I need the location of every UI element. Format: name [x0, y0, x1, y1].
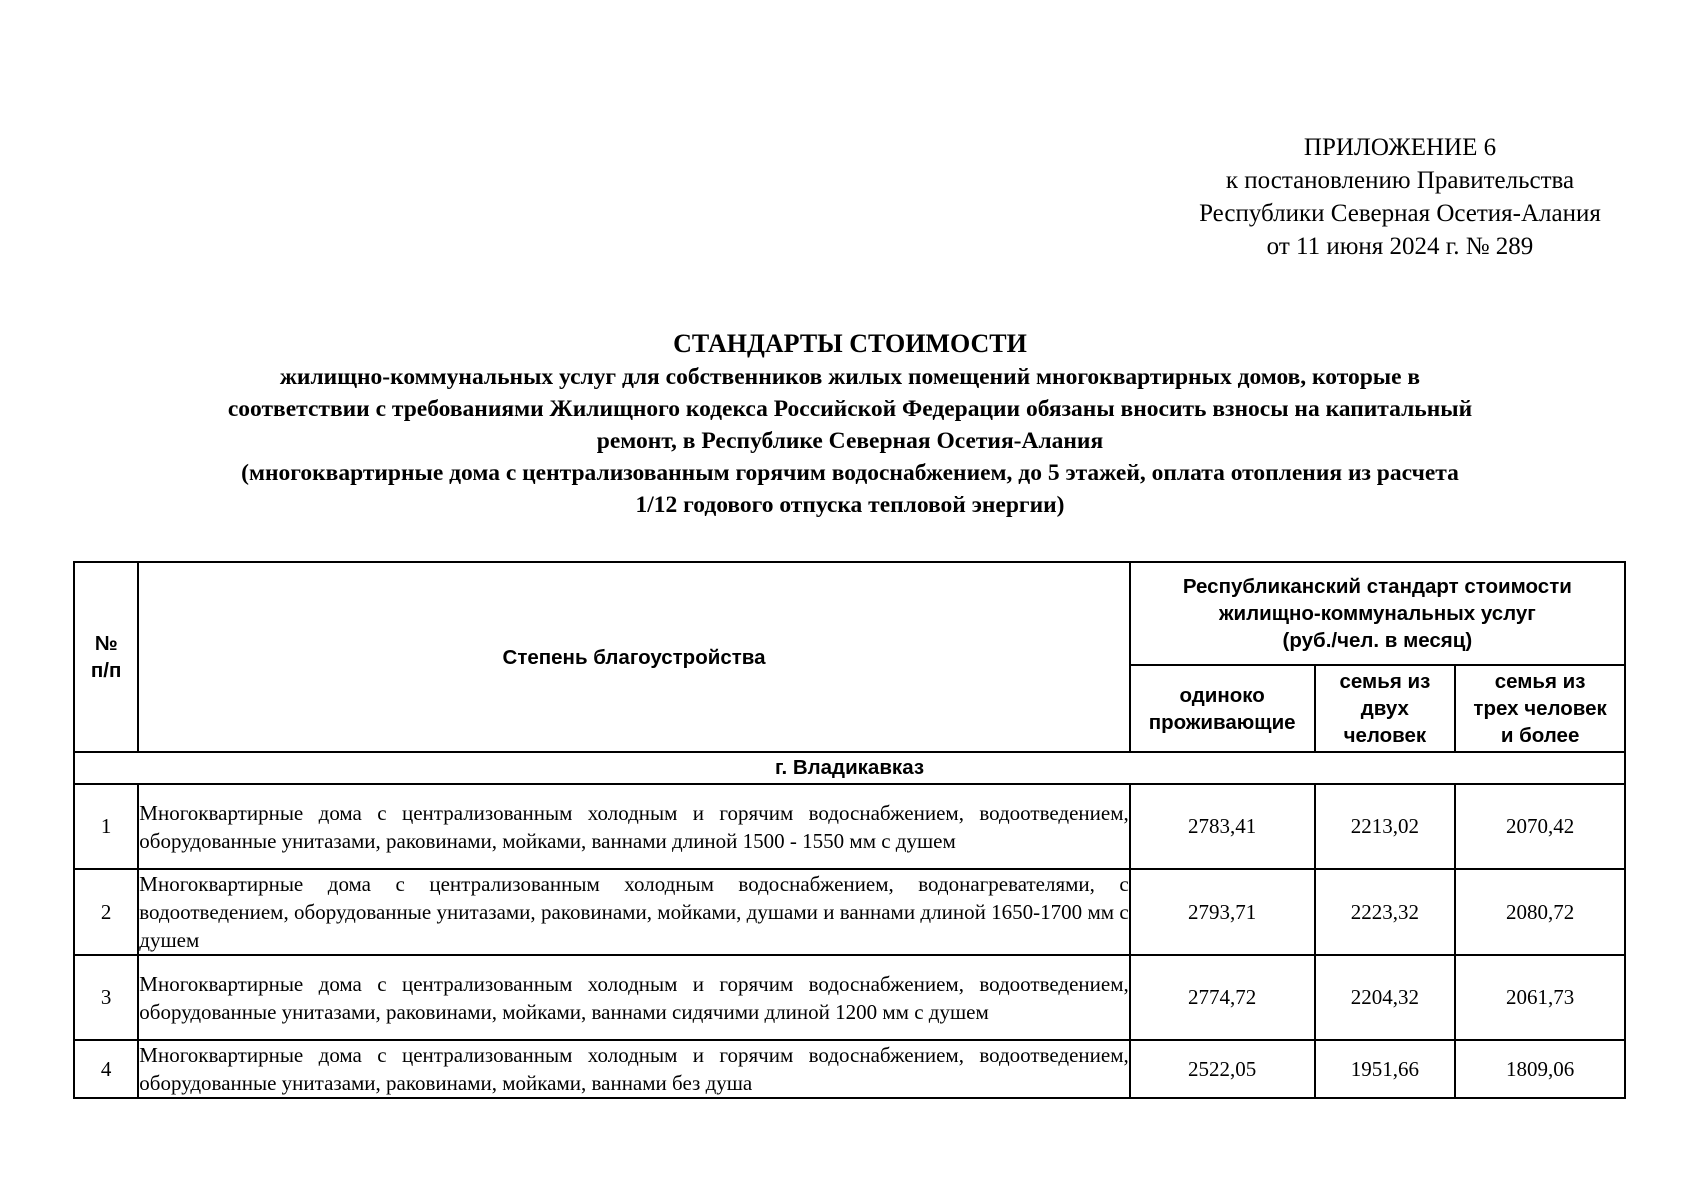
header-degree: Степень благоустройства [138, 562, 1129, 752]
row-number: 4 [74, 1040, 138, 1098]
row-number: 1 [74, 784, 138, 869]
row-single-value: 2783,41 [1130, 784, 1315, 869]
standards-table [73, 561, 1626, 1099]
header-three-line: и более [1500, 724, 1580, 747]
appendix-date: от 11 июня 2024 г. № 289 [1266, 233, 1534, 260]
header-two [1315, 665, 1456, 752]
header-single [1130, 665, 1315, 752]
title-line: ремонт, в Республике Северная Осетия-Алания [596, 428, 1104, 454]
header-single-line: одиноко [1179, 683, 1265, 707]
appendix-resolution: к постановлению Правительства [1225, 167, 1575, 194]
title-line: соответствии с требованиями Жилищного кодекса Российской Федерации обязаны вносить взносы на капитальный [227, 396, 1473, 422]
appendix-title: ПРИЛОЖЕНИЕ 6 [1303, 134, 1497, 161]
header-single-line: проживающие [1148, 710, 1296, 734]
row-number: 2 [74, 869, 138, 955]
header-num [74, 562, 138, 752]
header-two-line: семья из [1339, 670, 1431, 693]
title-line: жилищно-коммунальных услуг для собственников жилых помещений многоквартирных домов, которые в [279, 364, 1421, 390]
appendix-block [1150, 131, 1650, 263]
row-three-value: 2070,42 [1455, 784, 1625, 869]
row-three-value: 1809,06 [1455, 1040, 1625, 1098]
table-row [74, 869, 1625, 955]
header-three-line: трех человек [1473, 697, 1607, 720]
header-two-line: двух [1360, 697, 1409, 720]
title-main: СТАНДАРТЫ СТОИМОСТИ [673, 329, 1027, 358]
header-three-line: семья из [1494, 670, 1586, 693]
row-two-value: 2223,32 [1315, 869, 1456, 955]
row-single-value: 2522,05 [1130, 1040, 1315, 1098]
appendix-region: Республики Северная Осетия-Алания [1199, 200, 1601, 227]
header-standard-unit: (руб./чел. в месяц) [1282, 629, 1473, 652]
row-description: Многоквартирные дома с централизованным холодным и горячим водоснабжением, водоотведением, оборудованные унитазами, раковинами, мойками, ваннами сидячими длиной 1200 мм с душем [138, 955, 1129, 1040]
header-standard-line: Республиканский стандарт стоимости [1182, 575, 1572, 598]
table-row [74, 784, 1625, 869]
row-single-value: 2793,71 [1130, 869, 1315, 955]
city-name: г. Владикавказ [74, 752, 1625, 784]
header-num-symbol: № [94, 632, 118, 655]
city-row [74, 752, 1625, 784]
header-two-line: человек [1343, 724, 1427, 747]
row-description: Многоквартирные дома с централизованным холодным и горячим водоснабжением, водоотведением, оборудованные унитазами, раковинами, мойками, ваннами длиной 1500 - 1550 мм с душем [138, 784, 1129, 869]
header-standard [1130, 562, 1625, 665]
row-description: Многоквартирные дома с централизованным холодным и горячим водоснабжением, водоотведением, оборудованные унитазами, раковинами, мойками, ваннами без душа [138, 1040, 1129, 1098]
row-two-value: 2204,32 [1315, 955, 1456, 1040]
header-num-label: п/п [90, 659, 122, 682]
header-standard-line: жилищно-коммунальных услуг [1218, 602, 1536, 625]
row-two-value: 1951,66 [1315, 1040, 1456, 1098]
row-two-value: 2213,02 [1315, 784, 1456, 869]
table-row [74, 1040, 1625, 1098]
table-row [74, 955, 1625, 1040]
row-number: 3 [74, 955, 138, 1040]
title-line: (многоквартирные дома с централизованным горячим водоснабжением, до 5 этажей, оплата отопления из расчета [241, 460, 1459, 486]
row-three-value: 2061,73 [1455, 955, 1625, 1040]
row-description: Многоквартирные дома с централизованным холодным водоснабжением, водонагревателями, с водоотведением, оборудованные унитазами, раковинами, мойками, душами и ваннами длиной 1650-1700 мм с душем [138, 869, 1129, 955]
row-single-value: 2774,72 [1130, 955, 1315, 1040]
header-three [1455, 665, 1625, 752]
document-title [70, 327, 1630, 521]
title-line: 1/12 годового отпуска тепловой энергии) [635, 492, 1065, 518]
row-three-value: 2080,72 [1455, 869, 1625, 955]
